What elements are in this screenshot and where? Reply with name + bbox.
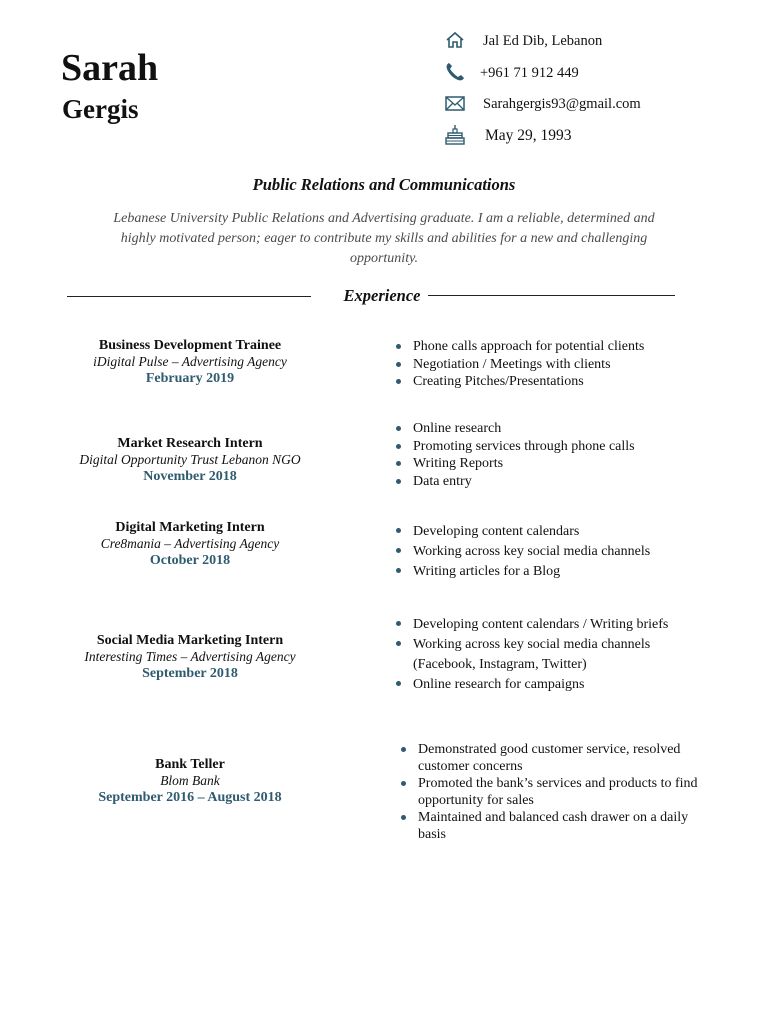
bullet-item: Online research — [395, 420, 735, 438]
bullet-item: Promoted the bank’s services and products to find — [400, 775, 700, 792]
job-org: Blom Bank — [160, 773, 220, 788]
job-org: Digital Opportunity Trust Lebanon NGO — [79, 452, 301, 467]
address-text: Jal Ed Dib, Lebanon — [483, 33, 603, 49]
divider-left — [67, 296, 311, 297]
bullet-item: Working across key social media channels — [395, 635, 735, 655]
bullet-item: Writing Reports — [395, 455, 735, 473]
job-info — [40, 633, 340, 682]
job-info — [40, 436, 340, 485]
last-name: Gergis — [62, 94, 139, 124]
job-role: Bank Teller — [155, 757, 225, 772]
birthdate-row — [444, 123, 764, 155]
email-text: Sarahgergis93@gmail.com — [483, 96, 641, 112]
job-bullets — [395, 420, 735, 490]
phone-icon — [444, 61, 466, 83]
job-role: Social Media Marketing Intern — [96, 633, 284, 648]
phone-text: +961 71 912 449 — [480, 64, 579, 81]
bullet-continuation: customer concerns — [418, 759, 523, 774]
home-icon — [444, 29, 466, 51]
contact-block — [444, 28, 764, 154]
job-role: Digital Marketing Intern — [115, 520, 265, 535]
bullet-item: Demonstrated good customer service, resolved — [400, 741, 700, 758]
bullet-continuation: basis — [418, 827, 446, 842]
experience-title: Experience — [343, 286, 421, 305]
bullet-item: Writing articles for a Blog — [395, 562, 735, 582]
job-date: September 2018 — [142, 666, 238, 681]
experience-header — [0, 285, 768, 307]
job-org: Cre8mania – Advertising Agency — [100, 536, 280, 551]
first-name: Sarah — [61, 47, 159, 89]
bullet-item: Developing content calendars — [395, 522, 735, 542]
bullet-item: Creating Pitches/Presentations — [395, 373, 735, 391]
mail-icon — [444, 92, 466, 114]
job-date: September 2016 – August 2018 — [98, 790, 282, 805]
job-bullets — [400, 741, 700, 843]
headline: Public Relations and Communications — [252, 175, 516, 194]
divider-right — [428, 295, 675, 296]
job-info — [40, 757, 340, 806]
job-org: iDigital Pulse – Advertising Agency — [93, 354, 287, 369]
job-info — [40, 338, 340, 387]
bullet-continuation: opportunity for sales — [418, 793, 534, 808]
summary: Lebanese University Public Relations and Advertising graduate. I am a reliable, determined and highly motivated person; eager to contribute my skills and abilities for a new and challenging opportunity. — [113, 211, 655, 266]
bullet-item: Promoting services through phone calls — [395, 438, 735, 456]
job-role: Market Research Intern — [117, 436, 263, 451]
job-bullets — [395, 615, 735, 695]
job-date: February 2019 — [145, 371, 235, 386]
job-bullets — [395, 338, 735, 391]
email-row — [444, 91, 764, 123]
cake-icon — [444, 124, 466, 146]
job-date: November 2018 — [143, 469, 237, 484]
job-info — [40, 520, 340, 569]
bullet-continuation: (Facebook, Instagram, Twitter) — [413, 657, 587, 672]
job-role: Business Development Trainee — [98, 338, 282, 353]
phone-row — [444, 60, 764, 92]
bullet-item: Developing content calendars / Writing briefs — [395, 615, 735, 635]
bullet-item: Maintained and balanced cash drawer on a daily — [400, 809, 700, 826]
birthdate-text: May 29, 1993 — [485, 126, 572, 144]
bullet-item: Negotiation / Meetings with clients — [395, 356, 735, 374]
job-bullets — [395, 522, 735, 582]
bullet-item: Working across key social media channels — [395, 542, 735, 562]
job-org: Interesting Times – Advertising Agency — [84, 649, 296, 664]
address-row — [444, 28, 764, 60]
bullet-item: Phone calls approach for potential clients — [395, 338, 735, 356]
job-date: October 2018 — [149, 553, 231, 568]
bullet-item: Data entry — [395, 473, 735, 491]
bullet-item: Online research for campaigns — [395, 675, 735, 695]
